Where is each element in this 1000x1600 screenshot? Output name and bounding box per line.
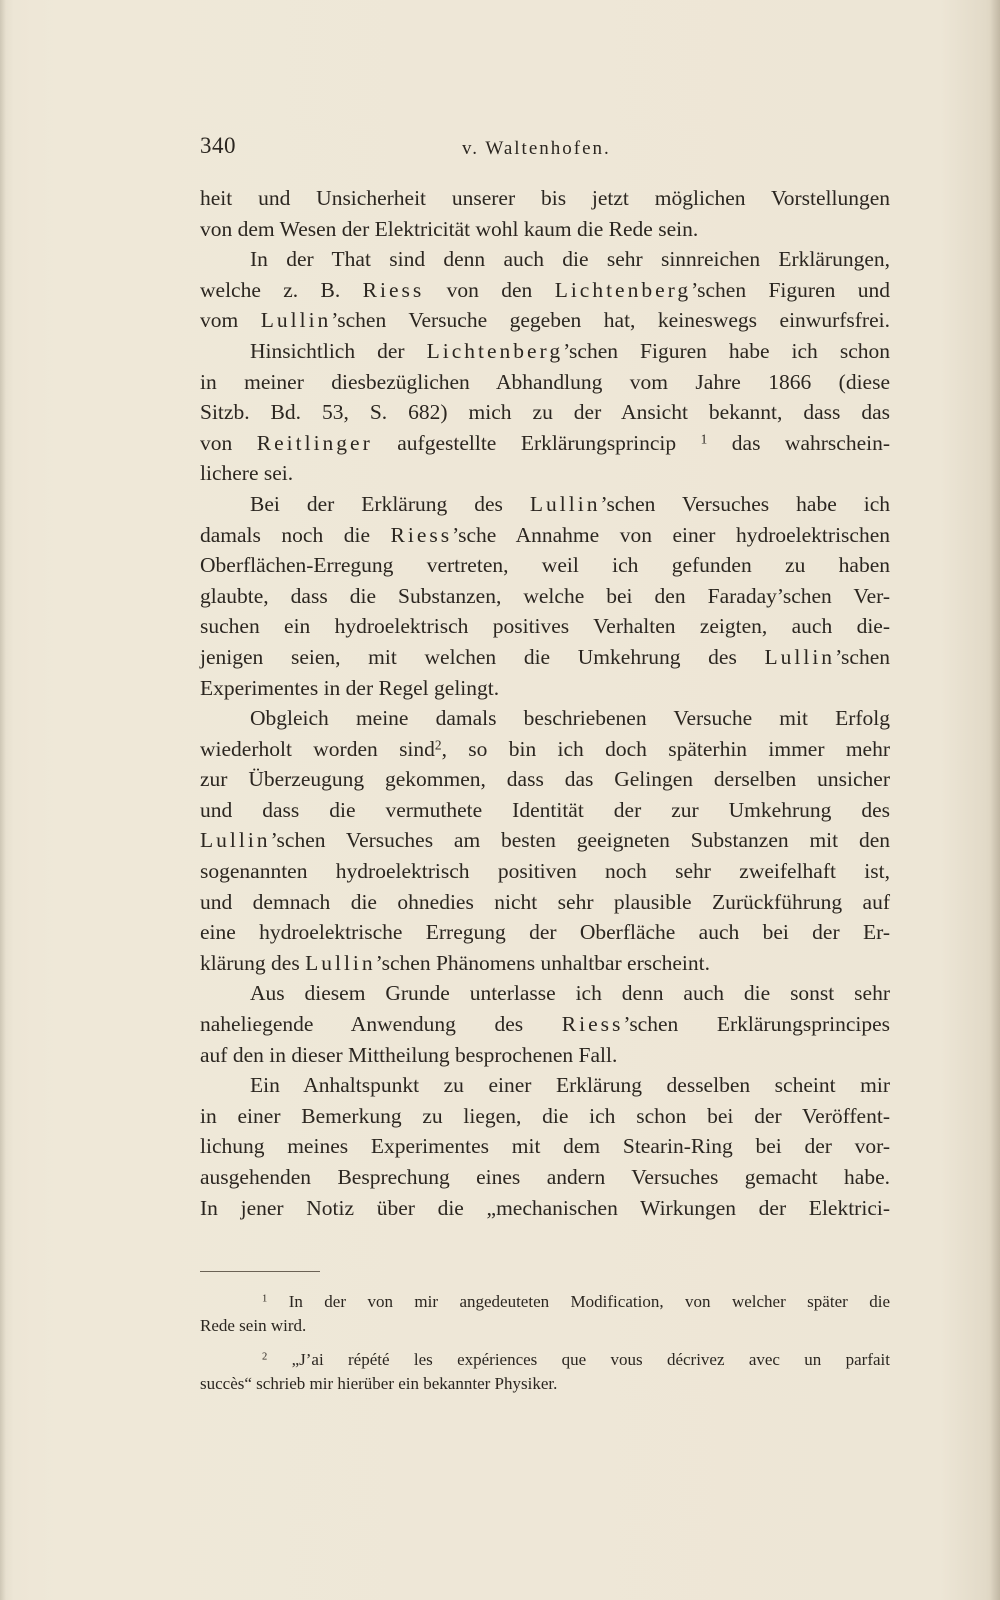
- text-line: naheliegende Anwendung des Riess’schen Erklärungsprincipes: [200, 1012, 890, 1037]
- text-line: und dass die vermuthete Identität der zur Umkehrung des: [200, 797, 890, 822]
- author-name-lullin: Lullin: [200, 828, 271, 853]
- page-number: 340: [200, 133, 236, 158]
- text-line: In jener Notiz über die „mechanischen Wirkungen der Elektrici-: [200, 1195, 890, 1220]
- text-line: damals noch die Riess’sche Annahme von einer hydroelektrischen: [200, 522, 890, 547]
- text-line: lichere sei.: [200, 461, 294, 486]
- author-name-lullin: Lullin: [260, 308, 332, 333]
- text-line: klärung des Lullin’schen Phänomens unhaltbar erscheint.: [200, 950, 711, 975]
- text-line: heit und Unsicherheit unserer bis jetzt möglichen Vorstellungen: [200, 186, 890, 210]
- author-name-lullin: Lullin: [529, 491, 601, 516]
- footnote-1: $^1$ In der von mir angedeuteten Modification, von welcher später die: [262, 1292, 890, 1311]
- text-line: lichung meines Experimentes mit dem Stearin-Ring bei der vor-: [200, 1134, 890, 1159]
- text-line: eine hydroelektrische Erregung der Oberfläche auch bei der Er-: [200, 920, 890, 945]
- text-line: Obgleich meine damals beschriebenen Versuche mit Erfolg: [250, 706, 890, 731]
- text-line: Aus diesem Grunde unterlasse ich denn auch die sonst sehr: [250, 981, 890, 1006]
- text-line: von Reitlinger aufgestellte Erklärungsprincip $^1$ das wahrschein-: [200, 430, 891, 455]
- text-line: auf den in dieser Mittheilung besprochenen Fall.: [200, 1042, 618, 1067]
- page-header: [200, 133, 890, 165]
- text-line: in einer Bemerkung zu liegen, die ich schon bei der Veröffent-: [200, 1103, 890, 1128]
- footnote-1-continuation: Rede sein wird.: [200, 1316, 307, 1335]
- author-name-lichtenberg: Lichtenberg: [554, 277, 692, 302]
- text-line: sogenannten hydroelektrisch positiven noch sehr zweifelhaft ist,: [200, 859, 890, 884]
- page-edge-right: [990, 0, 1000, 1600]
- footnote-marker: 1: [262, 1293, 268, 1305]
- author-name-lullin: Lullin: [305, 950, 376, 975]
- author-name-lullin: Lullin: [764, 644, 836, 669]
- running-head: v. Waltenhofen.: [462, 138, 611, 159]
- author-name-reitlinger: Reitlinger: [256, 430, 373, 455]
- footnote-marker: 2: [262, 1351, 268, 1363]
- text-line: suchen ein hydroelektrisch positives Verhalten zeigten, auch die-: [200, 614, 890, 639]
- text-line: von dem Wesen der Elektricität wohl kaum die Rede sein.: [200, 216, 699, 241]
- author-name-lichtenberg: Lichtenberg: [426, 338, 564, 363]
- body-text: [200, 183, 890, 1223]
- text-line: ausgehenden Besprechung eines andern Versuches gemacht habe.: [200, 1165, 890, 1189]
- text-line: glaubte, dass die Substanzen, welche bei den Faraday’schen Ver-: [200, 583, 890, 608]
- text-line: und demnach die ohnedies nicht sehr plausible Zurückführung auf: [200, 889, 890, 914]
- footnote-ref-2: 2: [434, 737, 442, 753]
- text-line: In der That sind denn auch die sehr sinnreichen Erklärungen,: [250, 247, 890, 272]
- text-line: Lullin’schen Versuches am besten geeigneten Substanzen mit den: [200, 828, 890, 853]
- text-line: Bei der Erklärung des Lullin’schen Versuches habe ich: [250, 491, 890, 516]
- footnotes: [200, 1290, 890, 1396]
- text-line: in meiner diesbezüglichen Abhandlung vom Jahre 1866 (diese: [200, 369, 890, 394]
- footnote-2-continuation: succès“ schrieb mir hierüber ein bekannter Physiker.: [200, 1374, 558, 1393]
- text-line: Ein Anhaltspunkt zu einer Erklärung desselben scheint mir: [250, 1073, 890, 1098]
- text-line: wiederholt worden sind$^2$, so bin ich doch späterhin immer mehr: [200, 736, 890, 761]
- footnote-divider: [200, 1271, 320, 1272]
- text-line: welche z. B. Riess von den Lichtenberg’schen Figuren und: [200, 277, 890, 302]
- text-line: zur Überzeugung gekommen, dass das Gelingen derselben unsicher: [200, 767, 890, 792]
- text-line: jenigen seien, mit welchen die Umkehrung des Lullin’schen: [200, 644, 890, 669]
- author-name-riess: Riess: [362, 277, 425, 302]
- text-line: Sitzb. Bd. 53, S. 682) mich zu der Ansicht bekannt, dass das: [200, 400, 890, 425]
- footnote-2: $^2$ „J’ai répété les expériences que vous décrivez avec un parfait: [262, 1350, 890, 1369]
- author-name-riess: Riess: [561, 1012, 624, 1037]
- footnote-ref-1: 1: [700, 431, 708, 447]
- page-edge-left: [0, 0, 6, 1600]
- text-line: Experimentes in der Regel gelingt.: [200, 675, 500, 700]
- author-name-riess: Riess: [390, 522, 453, 547]
- text-line: Oberflächen-Erregung vertreten, weil ich gefunden zu haben: [200, 553, 890, 578]
- text-line: vom Lullin’schen Versuche gegeben hat, keineswegs einwurfsfrei.: [200, 308, 890, 333]
- text-line: Hinsichtlich der Lichtenberg’schen Figuren habe ich schon: [250, 338, 890, 363]
